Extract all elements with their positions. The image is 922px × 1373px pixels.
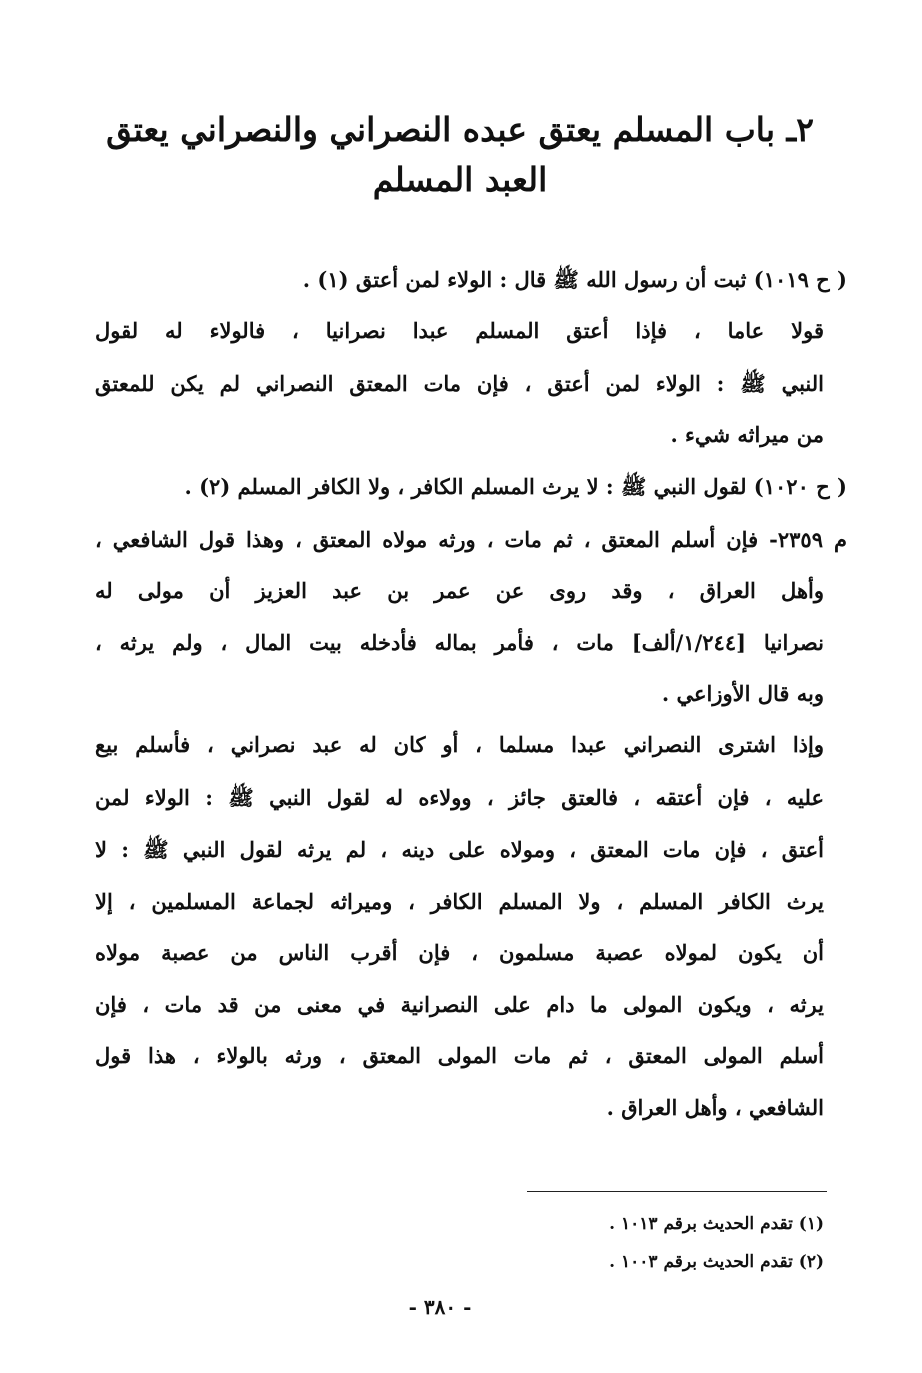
body-line: يرث الكافر المسلم ، ولا المسلم الكافر ، وميراثه لجماعة المسلمين ، إلا: [95, 889, 824, 914]
body-line: أن يكون لمولاه عصبة مسلمون ، فإن أقرب الناس من عصبة مولاه: [95, 940, 824, 965]
body-line: يرثه ، ويكون المولى ما دام على النصرانية في معنى من قد مات ، فإن: [95, 992, 824, 1017]
body-line: وأهل العراق ، وقد روى عن عمر بن عبد العزيز أن مولى له: [95, 578, 824, 603]
hadith-1019-line: ( ح ١٠١٩) ثبت أن رسول الله ﷺ قال : الولاء لمن أعتق (١) .: [302, 267, 847, 292]
footnote-1: (١) تقدم الحديث برقم ١٠١٣ .: [609, 1214, 824, 1234]
body-line: من ميراثه شيء .: [670, 422, 824, 447]
body-line: أعتق ، فإن مات المعتق ، ومولاه على دينه ، لم يرثه لقول النبي ﷺ : لا: [95, 837, 824, 862]
body-line: نصرانيا [١/٢٤٤/ألف] مات ، فأمر بماله فأدخله بيت المال ، ولم يرثه ،: [95, 630, 824, 655]
page-number: - ٣٨٠ -: [408, 1295, 472, 1319]
chapter-heading-line-1: ٢ـ باب المسلم يعتق عبده النصراني والنصراني يعتق: [106, 110, 814, 149]
body-line: وبه قال الأوزاعي .: [661, 681, 824, 706]
body-line: النبي ﷺ : الولاء لمن أعتق ، فإن مات المعتق النصراني لم يكن للمعتق: [95, 371, 824, 396]
footnote-2: (٢) تقدم الحديث برقم ١٠٠٣ .: [609, 1252, 824, 1272]
body-line: الشافعي ، وأهل العراق .: [606, 1095, 824, 1120]
body-line: أسلم المولى المعتق ، ثم مات المولى المعتق ، ورثه بالولاء ، هذا قول: [95, 1043, 825, 1068]
footnote-divider: [527, 1191, 827, 1192]
body-line: عليه ، فإن أعتقه ، فالعتق جائز ، وولاءه له لقول النبي ﷺ : الولاء لمن: [95, 785, 824, 810]
hadith-1020-line: ( ح ١٠٢٠) لقول النبي ﷺ : لا يرث المسلم الكافر ، ولا الكافر المسلم (٢) .: [184, 474, 847, 499]
issue-2359-line: م ٢٣٥٩- فإن أسلم المعتق ، ثم مات ، ورثه مولاه المعتق ، وهذا قول الشافعي ،: [95, 527, 847, 552]
chapter-heading-line-2: العبد المسلم: [372, 160, 548, 199]
body-line: قولا عاما ، فإذا أعتق المسلم عبدا نصرانيا ، فالولاء له لقول: [95, 318, 824, 343]
body-line: وإذا اشترى النصراني عبدا مسلما ، أو كان له عبد نصراني ، فأسلم بيع: [95, 732, 824, 757]
